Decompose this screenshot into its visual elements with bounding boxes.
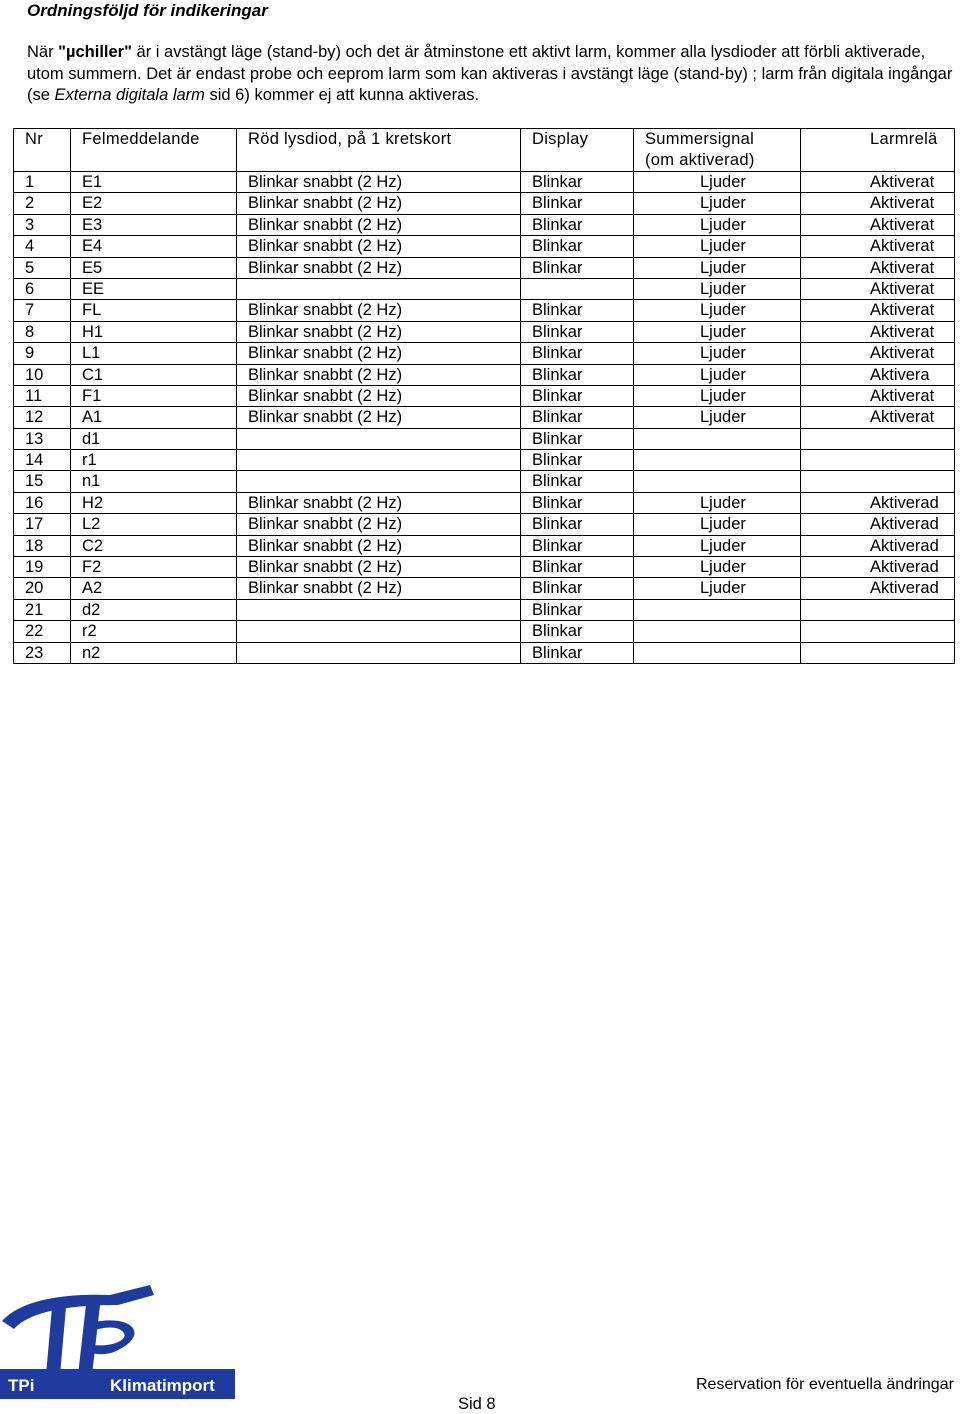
cell-display: Blinkar bbox=[521, 300, 634, 321]
cell-display: Blinkar bbox=[521, 385, 634, 406]
cell-nr: 17 bbox=[14, 514, 71, 535]
cell-led: Blinkar snabbt (2 Hz) bbox=[237, 407, 521, 428]
intro-reference: Externa digitala larm bbox=[54, 86, 205, 104]
cell-relay bbox=[801, 450, 955, 471]
cell-nr: 7 bbox=[14, 300, 71, 321]
cell-display: Blinkar bbox=[521, 214, 634, 235]
cell-nr: 23 bbox=[14, 642, 71, 663]
cell-message: E4 bbox=[71, 236, 237, 257]
cell-message: E3 bbox=[71, 214, 237, 235]
cell-relay: Aktiverat bbox=[801, 172, 955, 193]
cell-nr: 8 bbox=[14, 321, 71, 342]
cell-led: Blinkar snabbt (2 Hz) bbox=[237, 300, 521, 321]
tpi-klimatimport-logo bbox=[0, 1283, 235, 1401]
cell-relay: Aktiverat bbox=[801, 257, 955, 278]
table-row bbox=[14, 193, 955, 214]
table-row bbox=[14, 321, 955, 342]
table-row bbox=[14, 278, 955, 299]
cell-message: H2 bbox=[71, 492, 237, 513]
cell-led: Blinkar snabbt (2 Hz) bbox=[237, 535, 521, 556]
cell-nr: 5 bbox=[14, 257, 71, 278]
cell-led bbox=[237, 599, 521, 620]
cell-summer: Ljuder bbox=[634, 257, 801, 278]
cell-summer bbox=[634, 599, 801, 620]
cell-led: Blinkar snabbt (2 Hz) bbox=[237, 364, 521, 385]
cell-led: Blinkar snabbt (2 Hz) bbox=[237, 214, 521, 235]
cell-relay: Aktiverat bbox=[801, 407, 955, 428]
cell-message: E5 bbox=[71, 257, 237, 278]
cell-summer: Ljuder bbox=[634, 557, 801, 578]
cell-relay: Aktiverat bbox=[801, 278, 955, 299]
cell-summer: Ljuder bbox=[634, 364, 801, 385]
cell-message: r1 bbox=[71, 450, 237, 471]
table-row bbox=[14, 257, 955, 278]
logo-text-klimatimport: Klimatimport bbox=[110, 1376, 215, 1395]
cell-message: FL bbox=[71, 300, 237, 321]
cell-display bbox=[521, 278, 634, 299]
table-row bbox=[14, 557, 955, 578]
cell-display: Blinkar bbox=[521, 642, 634, 663]
cell-relay: Aktiverad bbox=[801, 578, 955, 599]
cell-summer bbox=[634, 428, 801, 449]
cell-relay: Aktiverat bbox=[801, 321, 955, 342]
cell-summer: Ljuder bbox=[634, 385, 801, 406]
cell-message: d1 bbox=[71, 428, 237, 449]
cell-relay: Aktiverat bbox=[801, 214, 955, 235]
cell-led: Blinkar snabbt (2 Hz) bbox=[237, 343, 521, 364]
header-message: Felmeddelande bbox=[71, 129, 237, 172]
cell-message: r2 bbox=[71, 621, 237, 642]
cell-display: Blinkar bbox=[521, 236, 634, 257]
cell-relay: Aktiverat bbox=[801, 236, 955, 257]
cell-summer: Ljuder bbox=[634, 343, 801, 364]
cell-led bbox=[237, 642, 521, 663]
cell-relay: Aktiverad bbox=[801, 557, 955, 578]
table-row bbox=[14, 450, 955, 471]
cell-message: C2 bbox=[71, 535, 237, 556]
cell-led: Blinkar snabbt (2 Hz) bbox=[237, 385, 521, 406]
cell-display: Blinkar bbox=[521, 343, 634, 364]
cell-display: Blinkar bbox=[521, 578, 634, 599]
cell-message: L1 bbox=[71, 343, 237, 364]
cell-nr: 4 bbox=[14, 236, 71, 257]
intro-paragraph bbox=[27, 42, 957, 107]
table-body bbox=[14, 172, 955, 664]
cell-led: Blinkar snabbt (2 Hz) bbox=[237, 193, 521, 214]
cell-summer bbox=[634, 471, 801, 492]
cell-led: Blinkar snabbt (2 Hz) bbox=[237, 557, 521, 578]
cell-led bbox=[237, 278, 521, 299]
cell-nr: 13 bbox=[14, 428, 71, 449]
cell-summer: Ljuder bbox=[634, 172, 801, 193]
cell-message: H1 bbox=[71, 321, 237, 342]
cell-summer: Ljuder bbox=[634, 407, 801, 428]
cell-summer: Ljuder bbox=[634, 321, 801, 342]
cell-message: n1 bbox=[71, 471, 237, 492]
cell-relay: Aktiverad bbox=[801, 535, 955, 556]
cell-led bbox=[237, 428, 521, 449]
cell-nr: 19 bbox=[14, 557, 71, 578]
table-row bbox=[14, 492, 955, 513]
cell-relay bbox=[801, 471, 955, 492]
cell-message: EE bbox=[71, 278, 237, 299]
cell-display: Blinkar bbox=[521, 450, 634, 471]
cell-nr: 20 bbox=[14, 578, 71, 599]
cell-led bbox=[237, 471, 521, 492]
table-header-row bbox=[14, 129, 955, 172]
cell-nr: 10 bbox=[14, 364, 71, 385]
cell-nr: 15 bbox=[14, 471, 71, 492]
cell-message: E2 bbox=[71, 193, 237, 214]
header-summer bbox=[634, 129, 801, 172]
cell-summer: Ljuder bbox=[634, 514, 801, 535]
cell-display: Blinkar bbox=[521, 364, 634, 385]
cell-summer: Ljuder bbox=[634, 278, 801, 299]
cell-led: Blinkar snabbt (2 Hz) bbox=[237, 321, 521, 342]
intro-product-name: "µchiller" bbox=[58, 43, 132, 61]
cell-summer: Ljuder bbox=[634, 578, 801, 599]
intro-text: sid 6) kommer ej att kunna aktiveras. bbox=[204, 86, 480, 104]
header-nr: Nr bbox=[14, 129, 71, 172]
header-summer-line1: Summersignal bbox=[645, 130, 755, 148]
cell-message: E1 bbox=[71, 172, 237, 193]
cell-relay bbox=[801, 428, 955, 449]
cell-relay: Aktiverat bbox=[801, 343, 955, 364]
cell-nr: 1 bbox=[14, 172, 71, 193]
cell-display: Blinkar bbox=[521, 621, 634, 642]
table-row bbox=[14, 599, 955, 620]
cell-display: Blinkar bbox=[521, 492, 634, 513]
cell-summer bbox=[634, 642, 801, 663]
table-row bbox=[14, 300, 955, 321]
table-row bbox=[14, 407, 955, 428]
cell-display: Blinkar bbox=[521, 428, 634, 449]
cell-nr: 16 bbox=[14, 492, 71, 513]
cell-summer: Ljuder bbox=[634, 300, 801, 321]
cell-relay bbox=[801, 642, 955, 663]
cell-display: Blinkar bbox=[521, 535, 634, 556]
logo-mark bbox=[2, 1285, 154, 1375]
cell-display: Blinkar bbox=[521, 193, 634, 214]
cell-led: Blinkar snabbt (2 Hz) bbox=[237, 172, 521, 193]
header-relay: Larmrelä bbox=[801, 129, 955, 172]
cell-display: Blinkar bbox=[521, 257, 634, 278]
table-row bbox=[14, 535, 955, 556]
cell-message: A2 bbox=[71, 578, 237, 599]
cell-summer: Ljuder bbox=[634, 492, 801, 513]
cell-nr: 6 bbox=[14, 278, 71, 299]
cell-relay: Aktiverad bbox=[801, 492, 955, 513]
intro-text: När bbox=[27, 43, 59, 61]
cell-led: Blinkar snabbt (2 Hz) bbox=[237, 257, 521, 278]
cell-nr: 11 bbox=[14, 385, 71, 406]
cell-message: F1 bbox=[71, 385, 237, 406]
header-summer-line2: (om aktiverad) bbox=[645, 151, 755, 169]
cell-nr: 21 bbox=[14, 599, 71, 620]
table-row bbox=[14, 172, 955, 193]
table-row bbox=[14, 364, 955, 385]
cell-display: Blinkar bbox=[521, 172, 634, 193]
cell-led: Blinkar snabbt (2 Hz) bbox=[237, 236, 521, 257]
cell-message: n2 bbox=[71, 642, 237, 663]
cell-relay: Aktiverat bbox=[801, 300, 955, 321]
cell-message: C1 bbox=[71, 364, 237, 385]
cell-summer: Ljuder bbox=[634, 236, 801, 257]
page-number: Sid 8 bbox=[458, 1395, 496, 1413]
table-row bbox=[14, 343, 955, 364]
cell-message: L2 bbox=[71, 514, 237, 535]
cell-display: Blinkar bbox=[521, 471, 634, 492]
cell-led bbox=[237, 621, 521, 642]
cell-nr: 2 bbox=[14, 193, 71, 214]
cell-display: Blinkar bbox=[521, 514, 634, 535]
cell-nr: 14 bbox=[14, 450, 71, 471]
table-row bbox=[14, 578, 955, 599]
intro-text: är i avstängt läge (stand-by) och det är åtminstone ett aktivt larm, kommer alla lysdioder att förbli aktiverade, utom summern. Det är endast probe och eeprom larm som kan aktiveras i avstängt läge (stand-by) ; larm från digitala ingångar (se bbox=[27, 43, 953, 104]
cell-relay bbox=[801, 599, 955, 620]
page-heading: Ordningsföljd för indikeringar bbox=[27, 1, 268, 20]
cell-nr: 9 bbox=[14, 343, 71, 364]
cell-relay: Aktiverat bbox=[801, 385, 955, 406]
table-row bbox=[14, 471, 955, 492]
cell-led: Blinkar snabbt (2 Hz) bbox=[237, 492, 521, 513]
cell-message: A1 bbox=[71, 407, 237, 428]
cell-summer: Ljuder bbox=[634, 535, 801, 556]
table-row bbox=[14, 236, 955, 257]
table-row bbox=[14, 514, 955, 535]
cell-summer: Ljuder bbox=[634, 214, 801, 235]
cell-relay: Aktiverat bbox=[801, 193, 955, 214]
table-row bbox=[14, 642, 955, 663]
cell-led: Blinkar snabbt (2 Hz) bbox=[237, 578, 521, 599]
cell-display: Blinkar bbox=[521, 557, 634, 578]
header-led: Röd lysdiod, på 1 kretskort bbox=[237, 129, 521, 172]
cell-message: d2 bbox=[71, 599, 237, 620]
reservation-note: Reservation för eventuella ändringar bbox=[696, 1376, 954, 1393]
cell-summer: Ljuder bbox=[634, 193, 801, 214]
cell-nr: 3 bbox=[14, 214, 71, 235]
table-row bbox=[14, 385, 955, 406]
cell-nr: 12 bbox=[14, 407, 71, 428]
cell-display: Blinkar bbox=[521, 321, 634, 342]
cell-message: F2 bbox=[71, 557, 237, 578]
cell-display: Blinkar bbox=[521, 407, 634, 428]
table-row bbox=[14, 621, 955, 642]
cell-summer bbox=[634, 621, 801, 642]
cell-relay: Aktivera bbox=[801, 364, 955, 385]
cell-led: Blinkar snabbt (2 Hz) bbox=[237, 514, 521, 535]
alarm-indication-table bbox=[13, 128, 955, 664]
cell-relay: Aktiverad bbox=[801, 514, 955, 535]
cell-nr: 18 bbox=[14, 535, 71, 556]
logo-text-tpi: TPi bbox=[8, 1376, 35, 1395]
cell-nr: 22 bbox=[14, 621, 71, 642]
table-row bbox=[14, 428, 955, 449]
cell-summer bbox=[634, 450, 801, 471]
cell-display: Blinkar bbox=[521, 599, 634, 620]
cell-relay bbox=[801, 621, 955, 642]
header-display: Display bbox=[521, 129, 634, 172]
table-row bbox=[14, 214, 955, 235]
cell-led bbox=[237, 450, 521, 471]
